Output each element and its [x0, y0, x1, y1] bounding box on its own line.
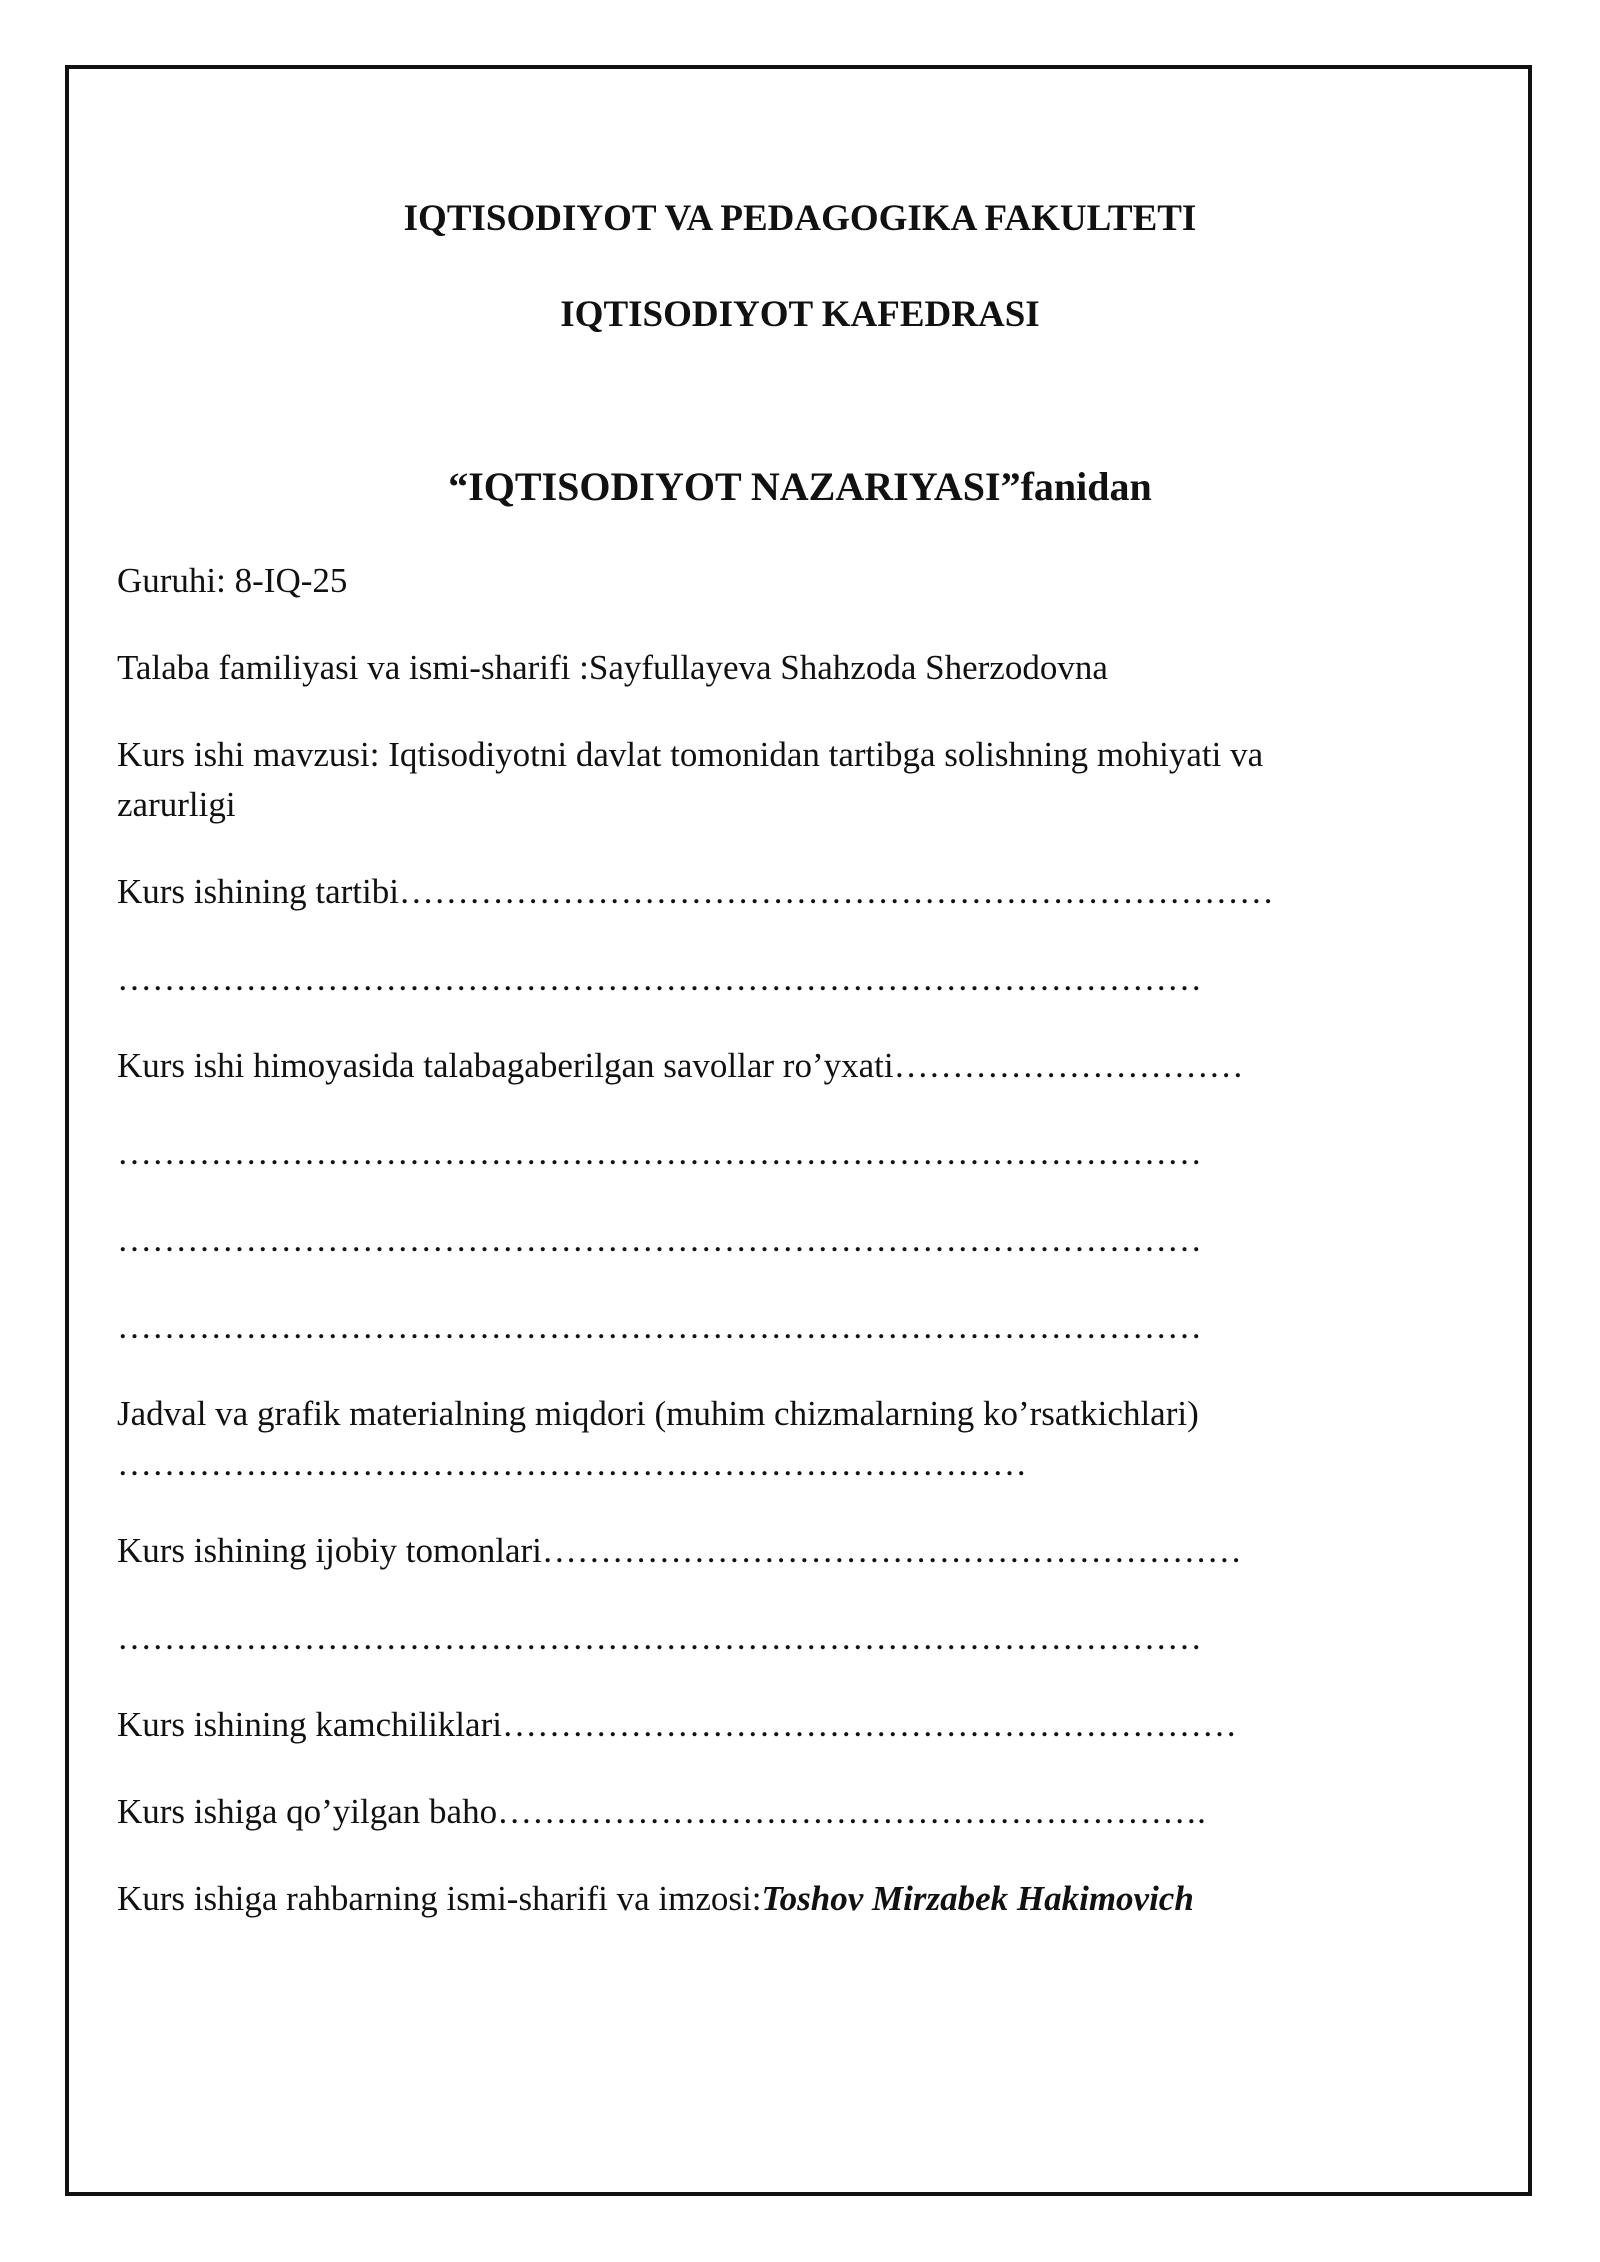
questions-field: Kurs ishi himoyasida talabagaberilgan savollar ro’yxati………………………… [117, 1046, 1244, 1085]
grade-field: Kurs ishiga qo’yilgan baho……………………………………………………. [117, 1792, 1206, 1831]
order-field: Kurs ishining tartibi………………………………………………………………… [117, 872, 1274, 911]
positives-continuation: ………………………………………………………………………………… [117, 1618, 1202, 1657]
supervisor-label: Kurs ishiga rahbarning ismi-sharifi va imzosi: [117, 1879, 762, 1918]
department-title: IQTISODIYOT KAFEDRASI [560, 294, 1040, 335]
shortcomings-field: Kurs ishining kamchiliklari……………………………………………………… [117, 1705, 1237, 1744]
subject-title: “IQTISODIYOT NAZARIYASI”fanidan [448, 464, 1152, 509]
questions-continuation-3: ………………………………………………………………………………… [117, 1307, 1202, 1346]
faculty-title: IQTISODIYOT VA PEDAGOGIKA FAKULTETI [403, 198, 1197, 239]
student-field: Talaba familiyasi va ismi-sharifi :Sayfullayeva Shahzoda Sherzodovna [117, 648, 1108, 687]
tables-field-line2: …………………………………………………………………… [117, 1444, 1027, 1483]
positives-field: Kurs ishining ijobiy tomonlari…………………………………………………… [117, 1531, 1242, 1570]
topic-field-line2: zarurligi [117, 785, 236, 824]
supervisor-field [117, 1874, 1447, 1924]
order-continuation: ………………………………………………………………………………… [117, 959, 1202, 998]
topic-field-line1: Kurs ishi mavzusi: Iqtisodiyotni davlat tomonidan tartibga solishning mohiyati va [117, 735, 1264, 774]
group-field: Guruhi: 8-IQ-25 [117, 561, 348, 600]
tables-field-line1: Jadval va grafik materialning miqdori (muhim chizmalarning ko’rsatkichlari) [117, 1394, 1199, 1433]
supervisor-name: Toshov Mirzabek Hakimovich [761, 1879, 1194, 1918]
questions-continuation-2: ………………………………………………………………………………… [117, 1220, 1202, 1259]
questions-continuation-1: ………………………………………………………………………………… [117, 1133, 1202, 1172]
